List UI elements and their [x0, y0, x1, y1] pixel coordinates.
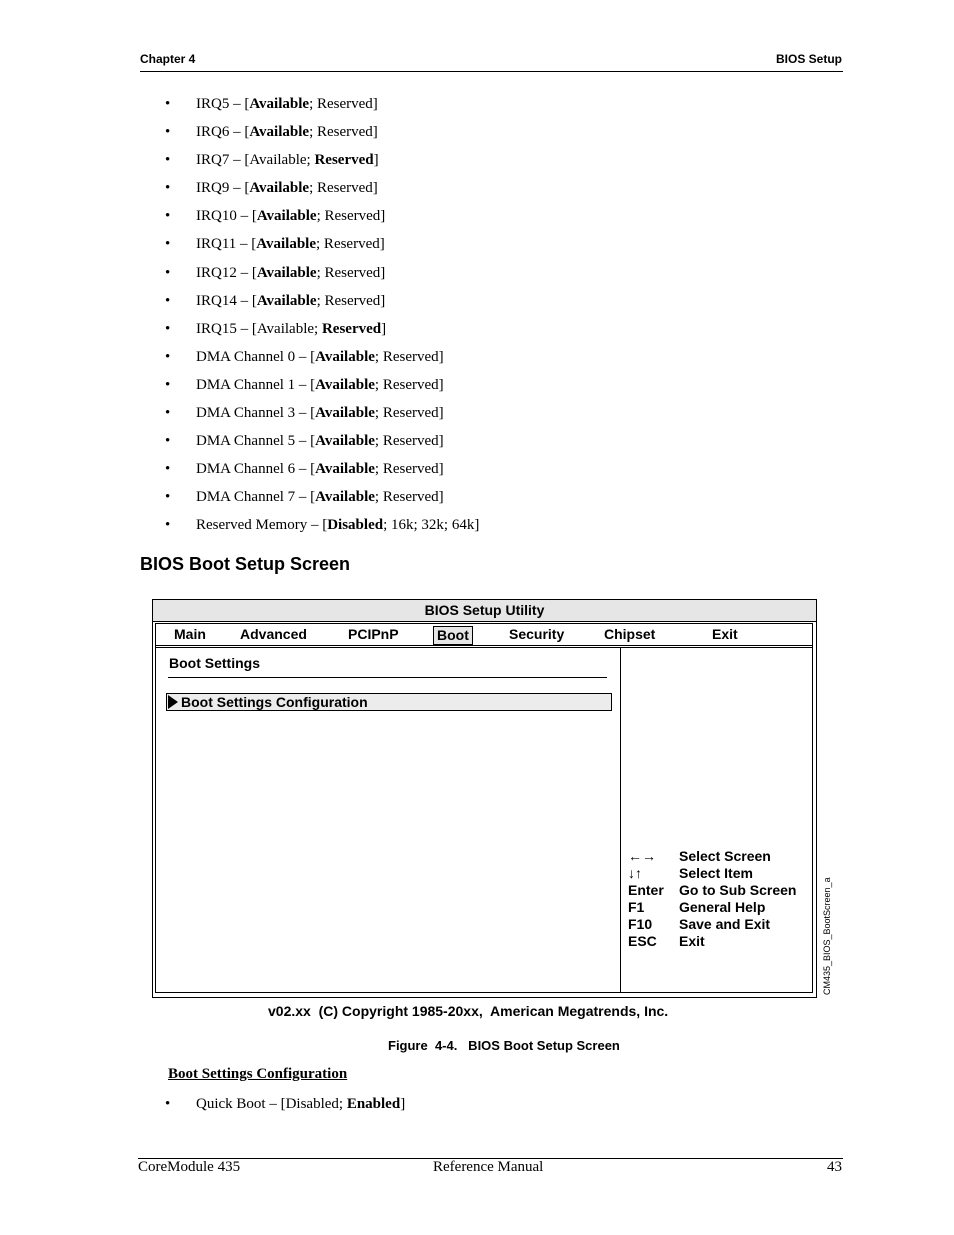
image-id-label: CM435_BIOS_BootScreen_a	[822, 877, 832, 995]
figure-caption: Figure 4-4. BIOS Boot Setup Screen	[388, 1038, 620, 1053]
bullet-icon: •	[165, 461, 171, 478]
item-text: IRQ10 – [	[196, 208, 257, 225]
item-text: IRQ5 – [	[196, 96, 250, 112]
bullet-icon: •	[165, 489, 171, 506]
list-item	[165, 346, 765, 374]
header-chapter: Chapter 4	[140, 52, 196, 66]
item-text: Reserved Memory – [	[196, 517, 328, 534]
item-default-value: Disabled	[327, 517, 384, 534]
item-default-value: Available	[256, 264, 317, 281]
item-text: DMA Channel 6 – [	[196, 461, 316, 478]
item-text: ; Reserved]	[374, 433, 444, 450]
item-text: ; Reserved]	[374, 405, 444, 422]
footer-page-number: 43	[827, 1159, 842, 1175]
bullet-icon: •	[165, 405, 171, 422]
list-item	[165, 430, 765, 458]
item-text: ; Reserved]	[309, 96, 378, 112]
bios-left-pane	[156, 648, 621, 993]
list-item	[165, 177, 765, 205]
help-key: ←→	[628, 848, 656, 864]
help-desc: Save and Exit	[679, 916, 771, 932]
item-text: ; Reserved]	[316, 236, 385, 253]
menu-security[interactable]: Security	[509, 626, 565, 642]
menu-chipset[interactable]: Chipset	[604, 626, 656, 642]
bios-screen	[152, 599, 817, 998]
item-text: IRQ15 – [Available;	[196, 320, 322, 337]
bullet-icon: •	[165, 236, 171, 253]
list-item	[165, 205, 765, 233]
header-section: BIOS Setup	[775, 52, 842, 66]
item-default-value: Available	[249, 96, 310, 112]
item-text: ; Reserved]	[309, 124, 378, 141]
item-text: ]	[381, 320, 387, 337]
list-item	[165, 121, 765, 149]
boot-settings-list	[165, 1093, 405, 1115]
item-text: ; Reserved]	[316, 208, 386, 225]
bios-help-pane	[622, 648, 812, 993]
item-default-value: Reserved	[321, 320, 382, 337]
item-text: DMA Channel 3 – [	[196, 405, 316, 422]
submenu-label: Boot Settings Configuration	[181, 694, 368, 710]
subsection-heading: Boot Settings Configuration	[168, 1066, 348, 1082]
list-item	[165, 318, 765, 346]
item-text: IRQ14 – [	[196, 292, 257, 309]
list-item	[165, 486, 765, 514]
bullet-icon: •	[165, 517, 171, 534]
item-default-value: Reserved	[314, 152, 374, 169]
bullet-icon: •	[165, 208, 171, 225]
list-item	[165, 262, 765, 290]
header-rule	[140, 71, 843, 72]
item-default-value: Available	[315, 433, 375, 450]
bios-body	[156, 647, 812, 993]
list-item	[165, 374, 765, 402]
menu-pcipnp[interactable]: PCIPnP	[348, 626, 399, 642]
help-desc: General Help	[679, 899, 766, 915]
help-desc: Select Screen	[679, 848, 771, 864]
list-item	[165, 290, 765, 318]
item-text: DMA Channel 0 – [	[196, 348, 316, 365]
item-default-value: Available	[256, 236, 317, 253]
bios-title-bar: BIOS Setup Utility	[153, 600, 816, 622]
item-default-value: Available	[315, 348, 375, 365]
bullet-icon: •	[165, 1096, 171, 1112]
item-text: ]	[400, 1096, 406, 1112]
item-default-value: Available	[315, 405, 375, 422]
bullet-icon: •	[165, 264, 171, 281]
item-text: DMA Channel 7 – [	[196, 489, 316, 506]
item-text: ; Reserved]	[374, 348, 444, 365]
settings-list	[165, 93, 765, 543]
item-default-value: Available	[256, 208, 317, 225]
submenu-arrow-icon	[168, 695, 178, 709]
bullet-icon: •	[165, 180, 171, 197]
list-item	[165, 93, 765, 121]
item-text: ; Reserved]	[316, 292, 386, 309]
list-item	[165, 514, 765, 542]
bios-menu-bar	[156, 624, 812, 646]
menu-boot[interactable]: Boot	[433, 626, 473, 645]
bullet-icon: •	[165, 292, 171, 309]
item-text: ; Reserved]	[374, 376, 444, 393]
list-item	[165, 1093, 405, 1115]
item-text: IRQ7 – [Available;	[196, 152, 315, 169]
menu-advanced[interactable]: Advanced	[240, 626, 307, 642]
help-desc: Go to Sub Screen	[679, 882, 797, 898]
help-key: Enter	[628, 882, 664, 898]
item-text: ; 16k; 32k; 64k]	[383, 517, 480, 534]
boot-settings-config-item[interactable]	[166, 693, 612, 711]
menu-exit[interactable]: Exit	[712, 626, 738, 642]
item-default-value: Available	[256, 292, 317, 309]
list-item	[165, 402, 765, 430]
bullet-icon: •	[165, 152, 171, 169]
panel-title: Boot Settings	[169, 655, 260, 671]
item-text: ; Reserved]	[374, 489, 444, 506]
bullet-icon: •	[165, 433, 171, 450]
item-text: DMA Channel 1 – [	[196, 376, 316, 393]
help-key: F1	[628, 899, 645, 915]
item-text: IRQ6 – [	[196, 124, 250, 141]
copyright-line: v02.xx (C) Copyright 1985-20xx, American Megatrends, Inc.	[268, 1003, 669, 1019]
item-text: ]	[373, 152, 379, 169]
bullet-icon: •	[165, 124, 171, 141]
footer-manual: Reference Manual	[433, 1159, 544, 1175]
section-title: BIOS Boot Setup Screen	[140, 554, 351, 574]
help-desc: Select Item	[679, 865, 753, 881]
list-item	[165, 458, 765, 486]
item-text: ; Reserved]	[316, 264, 386, 281]
item-text: IRQ12 – [	[196, 264, 257, 281]
list-item	[165, 149, 765, 177]
item-text: DMA Channel 5 – [	[196, 433, 316, 450]
help-desc: Exit	[679, 933, 705, 949]
item-default-value: Available	[249, 124, 310, 141]
panel-title-rule	[168, 677, 607, 678]
item-text: ; Reserved]	[309, 180, 378, 197]
help-key: ↓↑	[628, 865, 642, 881]
item-default-value: Available	[315, 461, 375, 478]
item-default-value: Available	[249, 180, 310, 197]
bullet-icon: •	[165, 96, 171, 112]
help-key: F10	[628, 916, 653, 932]
item-text: IRQ11 – [	[196, 236, 257, 253]
item-text: Quick Boot – [Disabled;	[196, 1096, 347, 1112]
bullet-icon: •	[165, 376, 171, 393]
item-text: ; Reserved]	[374, 461, 444, 478]
bullet-icon: •	[165, 348, 171, 365]
bios-inner-frame	[155, 623, 813, 993]
item-default-value: Available	[315, 376, 375, 393]
list-item	[165, 233, 765, 261]
footer-product: CoreModule 435	[138, 1159, 241, 1175]
menu-main[interactable]: Main	[174, 626, 206, 642]
item-text: IRQ9 – [	[196, 180, 250, 197]
help-key: ESC	[628, 933, 657, 949]
item-default-value: Available	[315, 489, 375, 506]
item-default-value: Enabled	[346, 1096, 401, 1112]
bullet-icon: •	[165, 320, 171, 337]
